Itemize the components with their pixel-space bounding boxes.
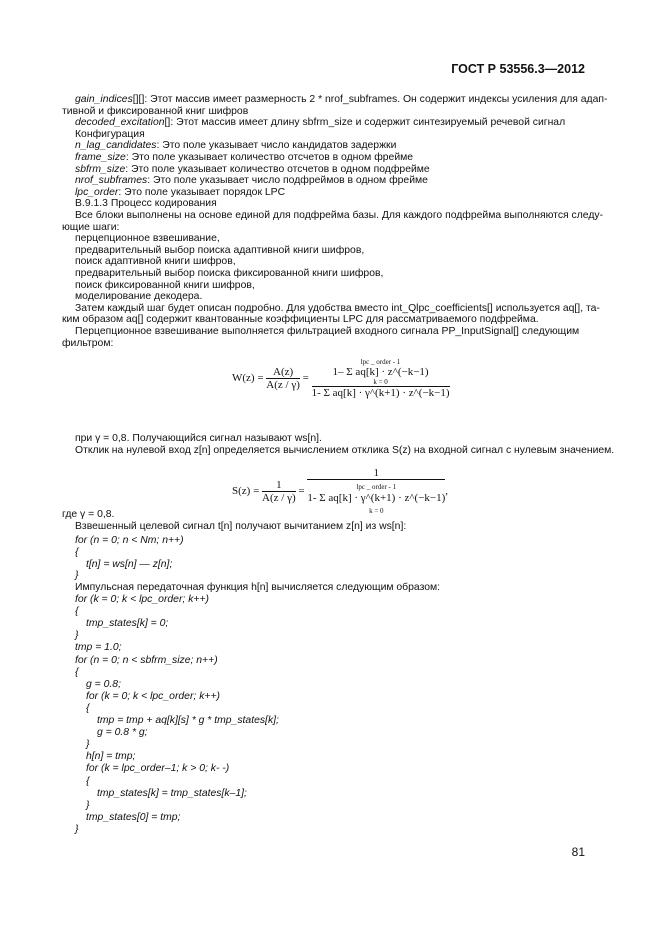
field-name: n_lag_candidates: [75, 140, 157, 152]
code2-line: }: [75, 823, 79, 835]
lines-line: [75, 187, 285, 199]
code2-line: tmp_states[k] = tmp_states[k–1];: [97, 787, 247, 799]
code2-line: {: [86, 775, 90, 787]
formula-s-den: A(z / γ): [262, 492, 296, 504]
formula-s-lhs: S(z) =: [232, 485, 260, 498]
formula-w-right-fraction: [312, 358, 450, 399]
field-name: frame_size: [75, 152, 126, 163]
field-desc: : Это поле указывает количество отсчетов в одном фрейме: [125, 152, 414, 163]
formula-s-left-fraction: [262, 479, 296, 504]
document-id: ГОСТ Р 53556.3—2012: [451, 62, 585, 76]
field-name: gain_indices: [75, 94, 133, 105]
lines-line: [75, 117, 565, 129]
code2-line: {: [86, 702, 90, 714]
lines-line: фильтром:: [62, 337, 114, 349]
formula-w-left-fraction: [266, 366, 300, 391]
code2-line: tmp_states[0] = tmp;: [86, 811, 181, 823]
code2-line: for (k = 0; k < lpc_order; k++): [75, 594, 209, 605]
after-line: где γ = 0,8.: [62, 509, 115, 520]
lines-line: поиск фиксированной книги шифров,: [75, 279, 255, 291]
lines-line: предварительный выбор поиска адаптивной книги шифров,: [75, 244, 365, 256]
lines-line: [75, 140, 396, 152]
lines-line: Перцепционное взвешивание выполняется фильтрацией входного сигнала PP_InputSignal[] следующим: [75, 326, 580, 337]
code1-line: for (n = 0; n < Nm; n++): [75, 535, 184, 546]
formula-w: W(z) = $\frac{A(z)}{A(z / \gamma)}$ = lpc _ order - 1 1– Σ aq[k] · z^(−k−1) k = 0 1- Σ aq[k] · γ^(k+1) · z^(−k−1): [232, 358, 450, 399]
field-name: lpc_order: [75, 186, 119, 198]
code2-line: for (k = 0; k < lpc_order; k++): [86, 690, 220, 702]
formula-w-rnum: 1– Σ aq[k] · z^(−k−1): [332, 366, 429, 378]
field-name: decoded_excitation: [75, 117, 165, 129]
field-desc: : Это поле указывает количество отсчетов в одном подфрейме: [125, 163, 430, 175]
code2-line: for (k = lpc_order–1; k > 0; k- -): [86, 763, 230, 775]
code2-line: {: [75, 606, 79, 618]
lines-line: Затем каждый шаг будет описан подробно. Для удобства вместо int_Qlpc_coefficients[] используется aq[], та-: [75, 302, 600, 314]
field-desc: [][]: Этот массив имеет размерность 2 * nrof_subframes. Он содержит индексы усиления для адап-: [132, 94, 608, 105]
lines-line: моделирование декодера.: [75, 291, 203, 303]
code2-line: g = 0.8;: [86, 678, 121, 690]
mid-line: при γ = 0,8. Получающийся сигнал называют ws[n].: [75, 433, 322, 444]
code2-line: h[n] = tmp;: [86, 751, 136, 763]
code2-line: }: [86, 799, 90, 811]
lines-line: [75, 164, 430, 176]
code1-line: }: [75, 570, 79, 582]
formula-s-sum-top: lpc _ order - 1: [356, 483, 397, 491]
code2-line: for (n = 0; n < sbfrm_size; n++): [75, 654, 218, 666]
formula-s-num: 1: [276, 479, 282, 491]
lines-line: перцепционное взвешивание,: [75, 233, 220, 245]
lines-line: [75, 175, 428, 187]
code2-line: {: [75, 666, 79, 678]
code2-line: g = 0.8 * g;: [97, 727, 148, 739]
field-desc: : Это поле указывает число подфреймов в одном фрейме: [147, 175, 428, 187]
code2-line: tmp = tmp + aq[k][s] * g * tmp_states[k];: [97, 715, 279, 726]
field-name: nrof_subframes: [75, 175, 148, 187]
code2-line: tmp_states[k] = 0;: [86, 618, 169, 630]
after-line: Взвешенный целевой сигнал t[n] получают вычитанием z[n] из ws[n]:: [75, 521, 407, 532]
code2-line: tmp = 1.0;: [75, 642, 122, 654]
lines-line: Конфигурация: [75, 128, 145, 140]
field-desc: : Это поле указывает число кандидатов задержки: [156, 140, 397, 152]
code2-line: }: [75, 630, 79, 642]
text-impulse: Импульсная передаточная функция h[n] вычисляется следующим образом:: [75, 582, 441, 593]
field-name: sbfrm_size: [75, 163, 126, 175]
field-desc: []: Этот массив имеет длину sbfrm_size и содержит синтезируемый речевой сигнал: [164, 117, 566, 129]
code1-line: {: [75, 546, 79, 558]
formula-w-rden: 1- Σ aq[k] · γ^(k+1) · z^(−k−1): [311, 387, 450, 399]
mid-line: Отклик на нулевой вход z[n] определяется вычислением отклика S(z) на входной сигнал с нулевым значением.: [75, 445, 615, 456]
lines-line: [75, 152, 413, 164]
formula-s-den-wrap: [307, 479, 445, 516]
lines-line: [75, 94, 608, 106]
code2-line: }: [86, 739, 90, 751]
lines-line: поиск адаптивной книги шифров,: [75, 256, 236, 268]
lines-line: предварительный выбор поиска фиксированной книги шифров,: [75, 268, 384, 279]
lines-line: ким образом aq[] содержит квантованные коэффициенты LPC для рассматриваемого подфрейма.: [62, 314, 539, 326]
formula-s-tail: ,: [445, 485, 449, 498]
lines-line: ющие шаги:: [62, 221, 120, 233]
formula-w-sum-top: lpc _ order - 1: [360, 358, 401, 366]
lines-line: тивной и фиксированной книг шифров: [62, 105, 249, 117]
formula-w-den: A(z / γ): [266, 379, 300, 391]
formula-w-num: A(z): [273, 366, 294, 378]
formula-s-rnum: 1: [373, 467, 380, 479]
formula-s-rden: 1- Σ aq[k] · γ^(k+1) · z^(−k−1): [307, 492, 446, 504]
formula-w-sum-bot: k = 0: [373, 378, 388, 386]
code1-line: t[n] = ws[n] — z[n];: [86, 558, 173, 570]
field-desc: : Это поле указывает порядок LPC: [118, 186, 286, 198]
formula-s-right-fraction: [307, 467, 445, 516]
formula-s: S(z) = $\frac{1}{A(z / \gamma)}$ = 1 lpc _ order - 1 1- Σ aq[k] · γ^(k+1) · z^(−k−1) k = 0 ,: [232, 467, 449, 515]
formula-s-sum-bot: k = 0: [369, 507, 384, 515]
lines-line: B.9.1.3 Процесс кодирования: [75, 198, 217, 210]
formula-w-lhs: W(z) =: [232, 372, 264, 385]
lines-line: Все блоки выполнены на основе единой для подфрейма базы. Для каждого подфрейма выполняются следу-: [75, 210, 604, 221]
page-number: 81: [571, 845, 585, 859]
